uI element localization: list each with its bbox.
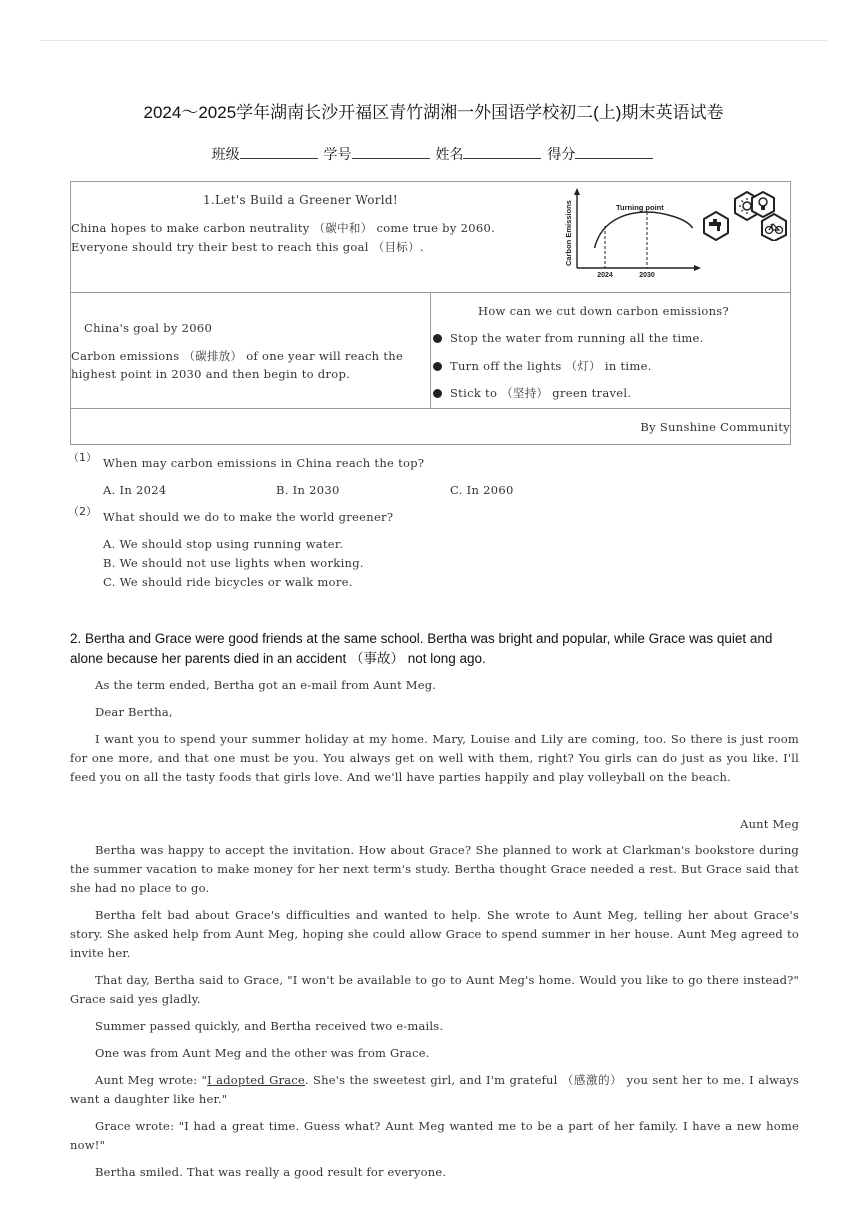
student-info-fields: [0, 144, 867, 164]
tip-text: Stick to （坚持） green travel.: [450, 386, 632, 400]
class-label: 班级: [211, 146, 240, 162]
eco-icons-cluster: [702, 191, 792, 241]
goal-text-line1: Carbon emissions （碳排放） of one year will reach the: [71, 349, 404, 363]
header-divider: [40, 40, 827, 41]
score-label: 得分: [547, 146, 576, 162]
answer-option-b[interactable]: B. In 2030: [276, 483, 340, 497]
passage-paragraph: As the term ended, Bertha got an e-mail from Aunt Meg.: [95, 678, 437, 692]
answer-option-b[interactable]: B. We should not use lights when working.: [103, 556, 364, 570]
tip-text: Stop the water from running all the time.: [450, 331, 704, 345]
answer-option-c[interactable]: C. We should ride bicycles or walk more.: [103, 575, 353, 589]
sub-question-number: （2）: [68, 505, 97, 518]
exam-title: 2024～2025学年湖南长沙开福区青竹湖湘一外国语学校初二(上)期末英语试卷: [143, 103, 724, 122]
student-number-label: 学号: [323, 146, 352, 162]
goal-title: China's goal by 2060: [84, 321, 213, 335]
passage-intro: 2. Bertha and Grace were good friends at the same school. Bertha was bright and popular, while Grace was quiet and alone because her parents died in an accident （事故） not long ago.: [70, 631, 773, 666]
tip-item: [433, 358, 652, 374]
tip-item: [433, 331, 704, 345]
x-tick-2030: 2030: [639, 272, 655, 279]
passage-paragraph: Bertha felt bad about Grace's difficulties and wanted to help. She wrote to Aunt Meg, telling her about Grace's story. She asked help from Aunt Meg, hoping she could allow Grace to spend summer in her house. Aunt Meg agreed to invite her.: [70, 908, 799, 960]
passage-paragraph: Dear Bertha,: [95, 705, 173, 719]
passage-paragraph: That day, Bertha said to Grace, "I won't be available to go to Aunt Meg's home. Would you like to go there instead?" Grace said yes gladly.: [70, 973, 799, 1006]
bicycle-icon: [762, 214, 786, 241]
bullet-icon: [433, 334, 442, 343]
x-tick-2024: 2024: [597, 272, 613, 279]
sub-question-text: What should we do to make the world greener?: [103, 510, 394, 524]
tips-title: How can we cut down carbon emissions?: [478, 304, 729, 318]
letter-signature: Aunt Meg: [740, 817, 799, 831]
chart-y-label: Carbon Emissions: [564, 200, 573, 266]
student-number-blank[interactable]: [352, 144, 430, 159]
underlined-phrase: I adopted Grace: [207, 1073, 305, 1087]
name-blank[interactable]: [463, 144, 541, 159]
bullet-icon: [433, 389, 442, 398]
sub-question-text: When may carbon emissions in China reach the top?: [103, 456, 425, 470]
water-tap-icon: [704, 212, 728, 240]
poster-heading: 1.Let's Build a Greener World!: [203, 193, 399, 207]
tip-item: [433, 385, 631, 401]
quote-open: Aunt Meg wrote: ": [95, 1073, 208, 1087]
answer-option-a[interactable]: A. In 2024: [103, 483, 167, 497]
passage-paragraph: I want you to spend your summer holiday at my home. Mary, Louise and Lily are coming, too. So there is just room for one more, and that one must be you. You always get on well with them, right? You girls can do just as you like. I'll feed you on all the tasty foods that girls love. And we'll have parties happily and play volleyball on the beach.: [70, 732, 799, 784]
chart-x-arrow: [694, 265, 701, 271]
poster-intro-line1: China hopes to make carbon neutrality （碳中和） come true by 2060.: [71, 221, 496, 235]
class-blank[interactable]: [240, 144, 318, 159]
lightbulb-icon: [752, 192, 774, 217]
passage-paragraph: [70, 1071, 799, 1109]
sub-question-number: （1）: [68, 451, 97, 464]
carbon-emissions-chart: [560, 186, 705, 282]
poster-signature: By Sunshine Community: [640, 420, 790, 434]
bullet-icon: [433, 362, 442, 371]
answer-option-a[interactable]: A. We should stop using running water.: [103, 537, 344, 551]
passage-paragraph: One was from Aunt Meg and the other was from Grace.: [95, 1046, 430, 1060]
passage-paragraph: Bertha was happy to accept the invitation. How about Grace? She planned to work at Clarkman's bookstore during the summer vacation to make money for her next term's study. Bertha thought Grace needed a rest. But Grace said that she had no place to go.: [70, 843, 799, 895]
score-blank[interactable]: [575, 144, 653, 159]
chart-y-arrow: [574, 188, 580, 195]
poster-intro-line2: Everyone should try their best to reach this goal （目标）.: [71, 240, 424, 254]
quote-rest: . She's the sweetest girl, and I'm grateful （感激的） you sent her to me. I always want a daughter like her.": [70, 1073, 800, 1106]
passage-paragraph: Summer passed quickly, and Bertha received two e-mails.: [95, 1019, 444, 1033]
tip-text: Turn off the lights （灯） in time.: [450, 359, 652, 373]
chart-annotation: Turning point: [616, 203, 664, 212]
emissions-curve: [595, 212, 693, 248]
answer-option-c[interactable]: C. In 2060: [450, 483, 514, 497]
name-label: 姓名: [435, 146, 464, 162]
passage-paragraph: Bertha smiled. That was really a good result for everyone.: [95, 1165, 447, 1179]
passage-paragraph: Grace wrote: "I had a great time. Guess what? Aunt Meg wanted me to be a part of her family. I have a new home now!": [70, 1119, 799, 1152]
goal-text-line2: highest point in 2030 and then begin to drop.: [71, 367, 351, 381]
